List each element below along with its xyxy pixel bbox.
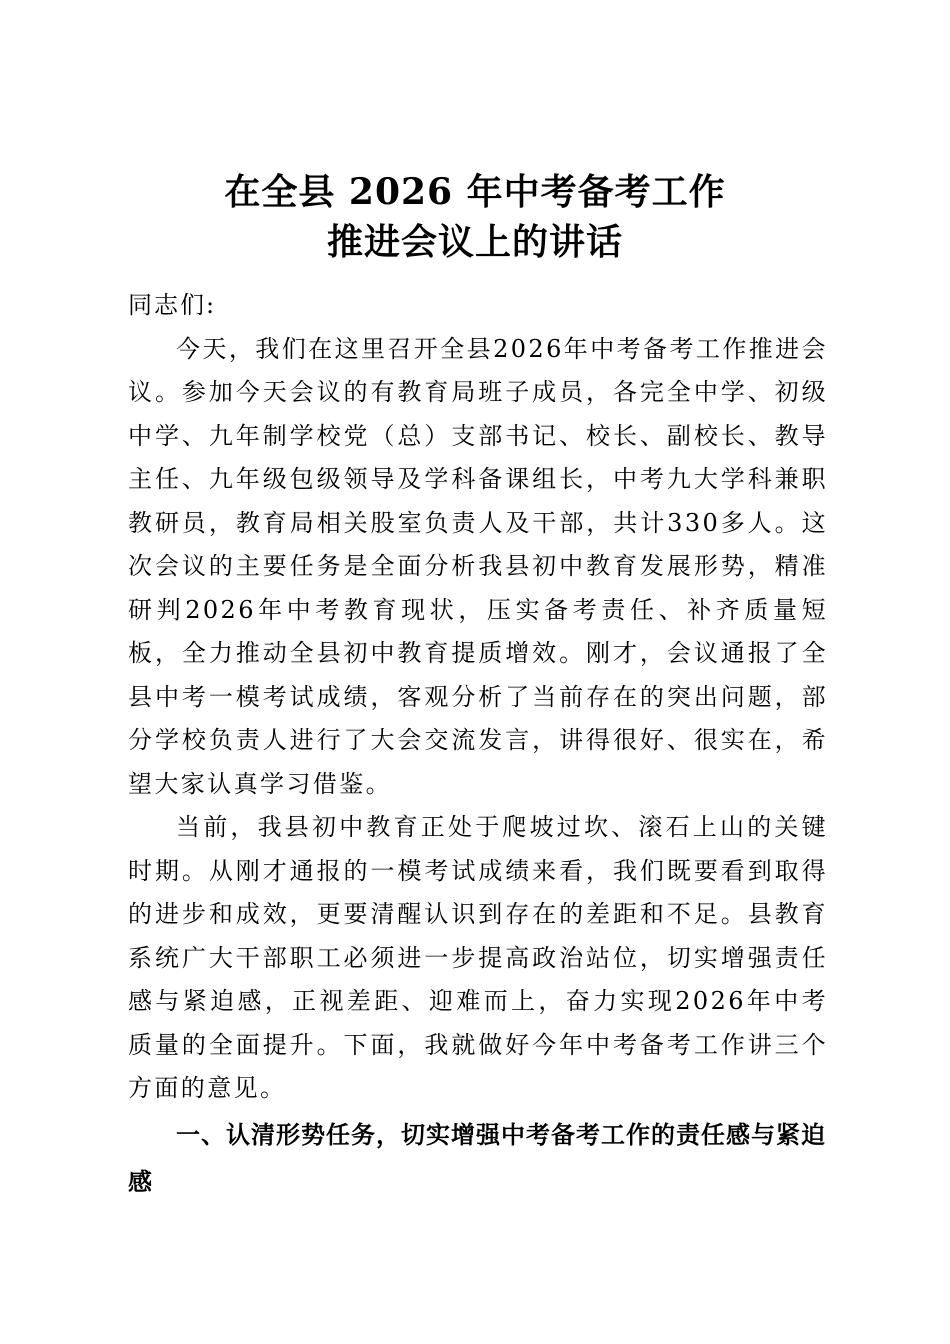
document-title-line-1: 在全县 2026 年中考备考工作 bbox=[224, 171, 726, 213]
document-title-line-2: 推进会议上的讲话 bbox=[326, 221, 623, 263]
document-body bbox=[128, 284, 828, 1205]
salutation: 同志们: bbox=[128, 291, 217, 319]
paragraph-opening: 今天，我们在这里召开全县2026年中考备考工作推进会议。参加今天会议的有教育局班子成员，各完全中学、初级中学、九年制学校党（总）支部书记、校长、副校长、教导主任、九年级包级领导及学科备课组长，中考九大学科兼职教研员，教育局相关股室负责人及干部，共计330多人。这次会议的主要任务是全面分析我县初中教育发展形势，精准研判2026年中考教育现状，压实备考责任、补齐质量短板，全力推动全县初中教育提质增效。刚才，会议通报了全县中考一模考试成绩，客观分析了当前存在的突出问题，部分学校负责人进行了大会交流发言，讲得很好、很实在，希望大家认真学习借鉴。 bbox=[128, 334, 828, 798]
section-heading-1: 一、认清形势任务，切实增强中考备考工作的责任感与紧迫感 bbox=[128, 1119, 826, 1196]
paragraph-situation: 当前，我县初中教育正处于爬坡过坎、滚石上山的关键时期。从刚才通报的一模考试成绩来看，我们既要看到取得的进步和成效，更要清醒认识到存在的差距和不足。县教育系统广大干部职工必须进一步提高政治站位，切实增强责任感与紧迫感，正视差距、迎难而上，奋力实现2026年中考质量的全面提升。下面，我就做好今年中考备考工作讲三个方面的意见。 bbox=[128, 813, 828, 1102]
